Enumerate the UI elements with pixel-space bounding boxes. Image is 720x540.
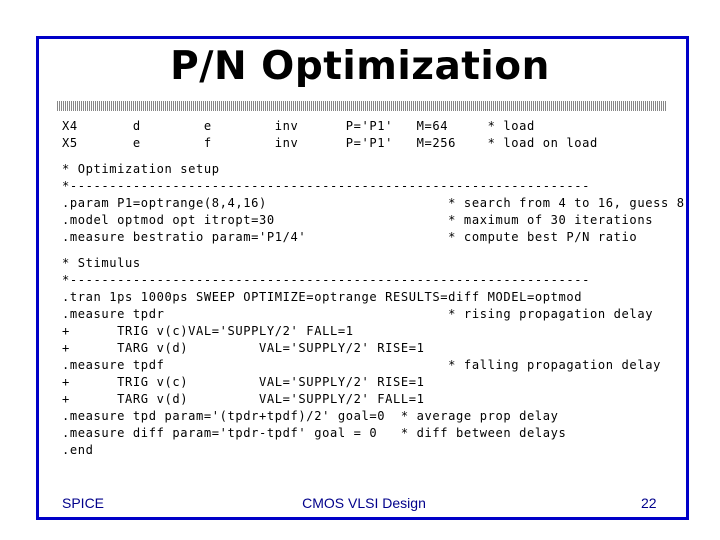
optimization-setup-block: [62, 161, 685, 246]
code-line: + TARG v(d) VAL='SUPPLY/2' RISE=1: [62, 341, 425, 355]
footer-center: CMOS VLSI Design: [302, 495, 426, 511]
code-line: *------------------------------------------------------------------: [62, 273, 591, 287]
code-line: * Stimulus: [62, 256, 141, 270]
code-line: + TRIG v(c) VAL='SUPPLY/2' RISE=1: [62, 375, 425, 389]
code-line: .measure bestratio param='P1/4' * compute best P/N ratio: [62, 230, 638, 244]
code-line: + TARG v(d) VAL='SUPPLY/2' FALL=1: [62, 392, 425, 406]
code-line: .measure diff param='tpdr-tpdf' goal = 0 * diff between delays: [62, 426, 567, 440]
code-line: .measure tpdr * rising propagation delay: [62, 307, 654, 321]
code-line: .tran 1ps 1000ps SWEEP OPTIMIZE=optrange RESULTS=diff MODEL=optmod: [62, 290, 583, 304]
netlist-instances: [62, 118, 598, 152]
code-line: *------------------------------------------------------------------: [62, 179, 591, 193]
code-line: + TRIG v(c)VAL='SUPPLY/2' FALL=1: [62, 324, 354, 338]
title-divider: [57, 101, 666, 111]
code-line: * Optimization setup: [62, 162, 220, 176]
code-line: .param P1=optrange(8,4,16) * search from 4 to 16, guess 8: [62, 196, 685, 210]
page-number: 22: [641, 495, 657, 511]
footer-left: SPICE: [62, 495, 105, 511]
slide-title: P/N Optimization: [170, 44, 550, 89]
code-line: .model optmod opt itropt=30 * maximum of 30 iterations: [62, 213, 654, 227]
code-line: X5 e f inv P='P1' M=256 * load on load: [62, 136, 598, 150]
code-line: .measure tpd param='(tpdr+tpdf)/2' goal=0 * average prop delay: [62, 409, 559, 423]
code-line: X4 d e inv P='P1' M=64 * load: [62, 119, 535, 133]
code-line: .measure tpdf * falling propagation delay: [62, 358, 661, 372]
code-line: .end: [62, 443, 94, 457]
stimulus-block: [62, 255, 661, 459]
